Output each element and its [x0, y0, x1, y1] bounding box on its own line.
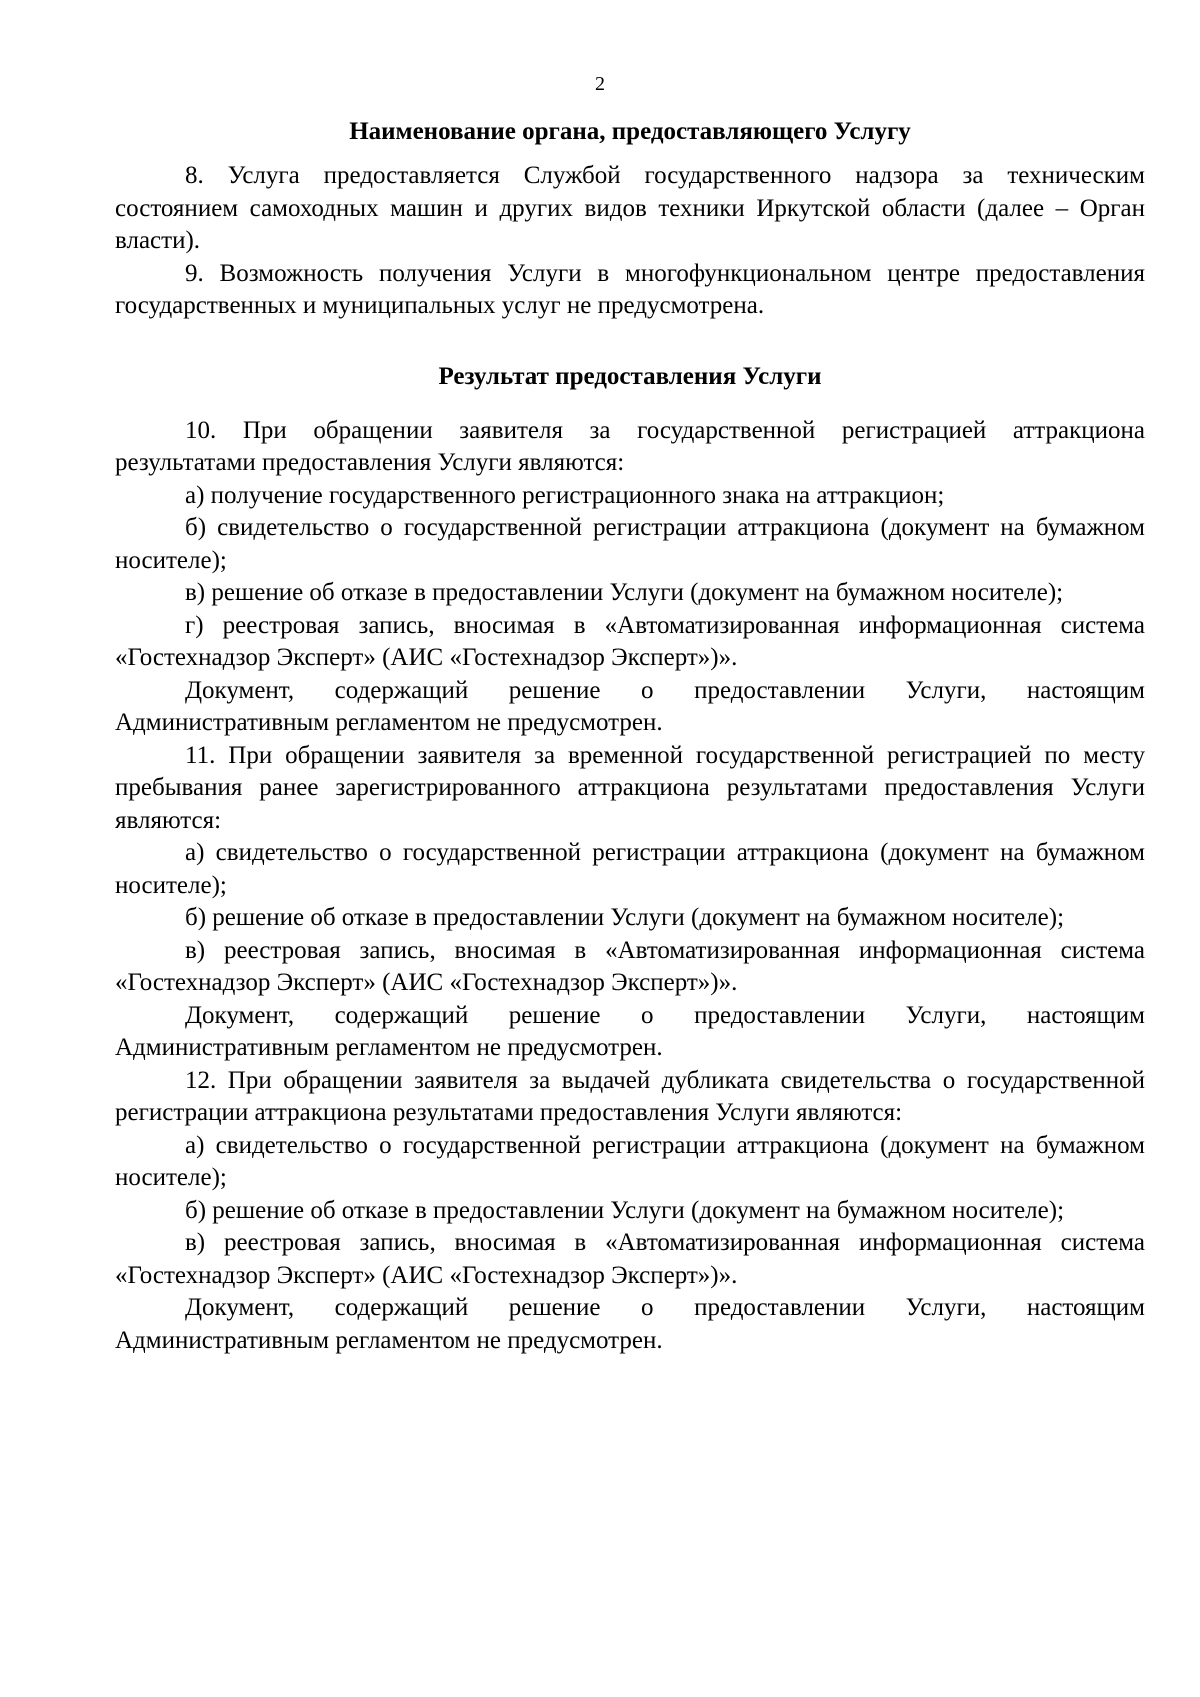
list-item: б) свидетельство о государственной регистрации аттракциона (документ на бумажном носителе); [115, 514, 1145, 574]
paragraph: Документ, содержащий решение о предоставлении Услуги, настоящим Административным регламентом не предусмотрен. [115, 1294, 1145, 1354]
section-organ [115, 160, 1145, 323]
section-heading-organ: Наименование органа, предоставляющего Услугу [349, 118, 911, 145]
page-number: 2 [595, 73, 605, 95]
list-item: в) реестровая запись, вносимая в «Автоматизированная информационная система «Гостехнадзор Эксперт» (АИС «Гостехнадзор Эксперт»)». [115, 1229, 1145, 1289]
paragraph: 9. Возможность получения Услуги в многофункциональном центре предоставления государственных и муниципальных услуг не предусмотрена. [115, 259, 1145, 319]
list-item: а) получение государственного регистрационного знака на аттракцион; [185, 481, 945, 509]
section-heading-result: Результат предоставления Услуги [438, 362, 822, 390]
list-item: в) решение об отказе в предоставлении Услуги (документ на бумажном носителе); [185, 579, 1064, 606]
paragraph: Документ, содержащий решение о предоставлении Услуги, настоящим Административным регламентом не предусмотрен. [115, 1001, 1145, 1061]
paragraph: 10. При обращении заявителя за государственной регистрацией аттракциона результатами предоставления Услуги являются: [115, 416, 1145, 476]
list-item: а) свидетельство о государственной регистрации аттракциона (документ на бумажном носителе); [115, 1131, 1145, 1191]
list-item: г) реестровая запись, вносимая в «Автоматизированная информационная система «Гостехнадзор Эксперт» (АИС «Гостехнадзор Эксперт»)». [115, 611, 1145, 671]
paragraph: Документ, содержащий решение о предоставлении Услуги, настоящим Административным регламентом не предусмотрен. [115, 676, 1145, 736]
paragraph: 12. При обращении заявителя за выдачей дубликата свидетельства о государственной регистрации аттракциона результатами предоставления Услуги являются: [115, 1066, 1145, 1126]
list-item: б) решение об отказе в предоставлении Услуги (документ на бумажном носителе); [185, 904, 1065, 931]
list-item: а) свидетельство о государственной регистрации аттракциона (документ на бумажном носителе); [115, 839, 1145, 899]
section-result [115, 415, 1145, 1358]
paragraph: 11. При обращении заявителя за временной государственной регистрацией по месту пребывания ранее зарегистрированного аттракциона результатами предоставления Услуги являются: [115, 741, 1145, 834]
paragraph: 8. Услуга предоставляется Службой государственного надзора за техническим состоянием самоходных машин и других видов техники Иркутской области (далее – Орган власти). [115, 162, 1145, 254]
list-item: б) решение об отказе в предоставлении Услуги (документ на бумажном носителе); [185, 1196, 1065, 1224]
document-body [115, 114, 1145, 1357]
list-item: в) реестровая запись, вносимая в «Автоматизированная информационная система «Гостехнадзор Эксперт» (АИС «Гостехнадзор Эксперт»)». [115, 936, 1145, 996]
